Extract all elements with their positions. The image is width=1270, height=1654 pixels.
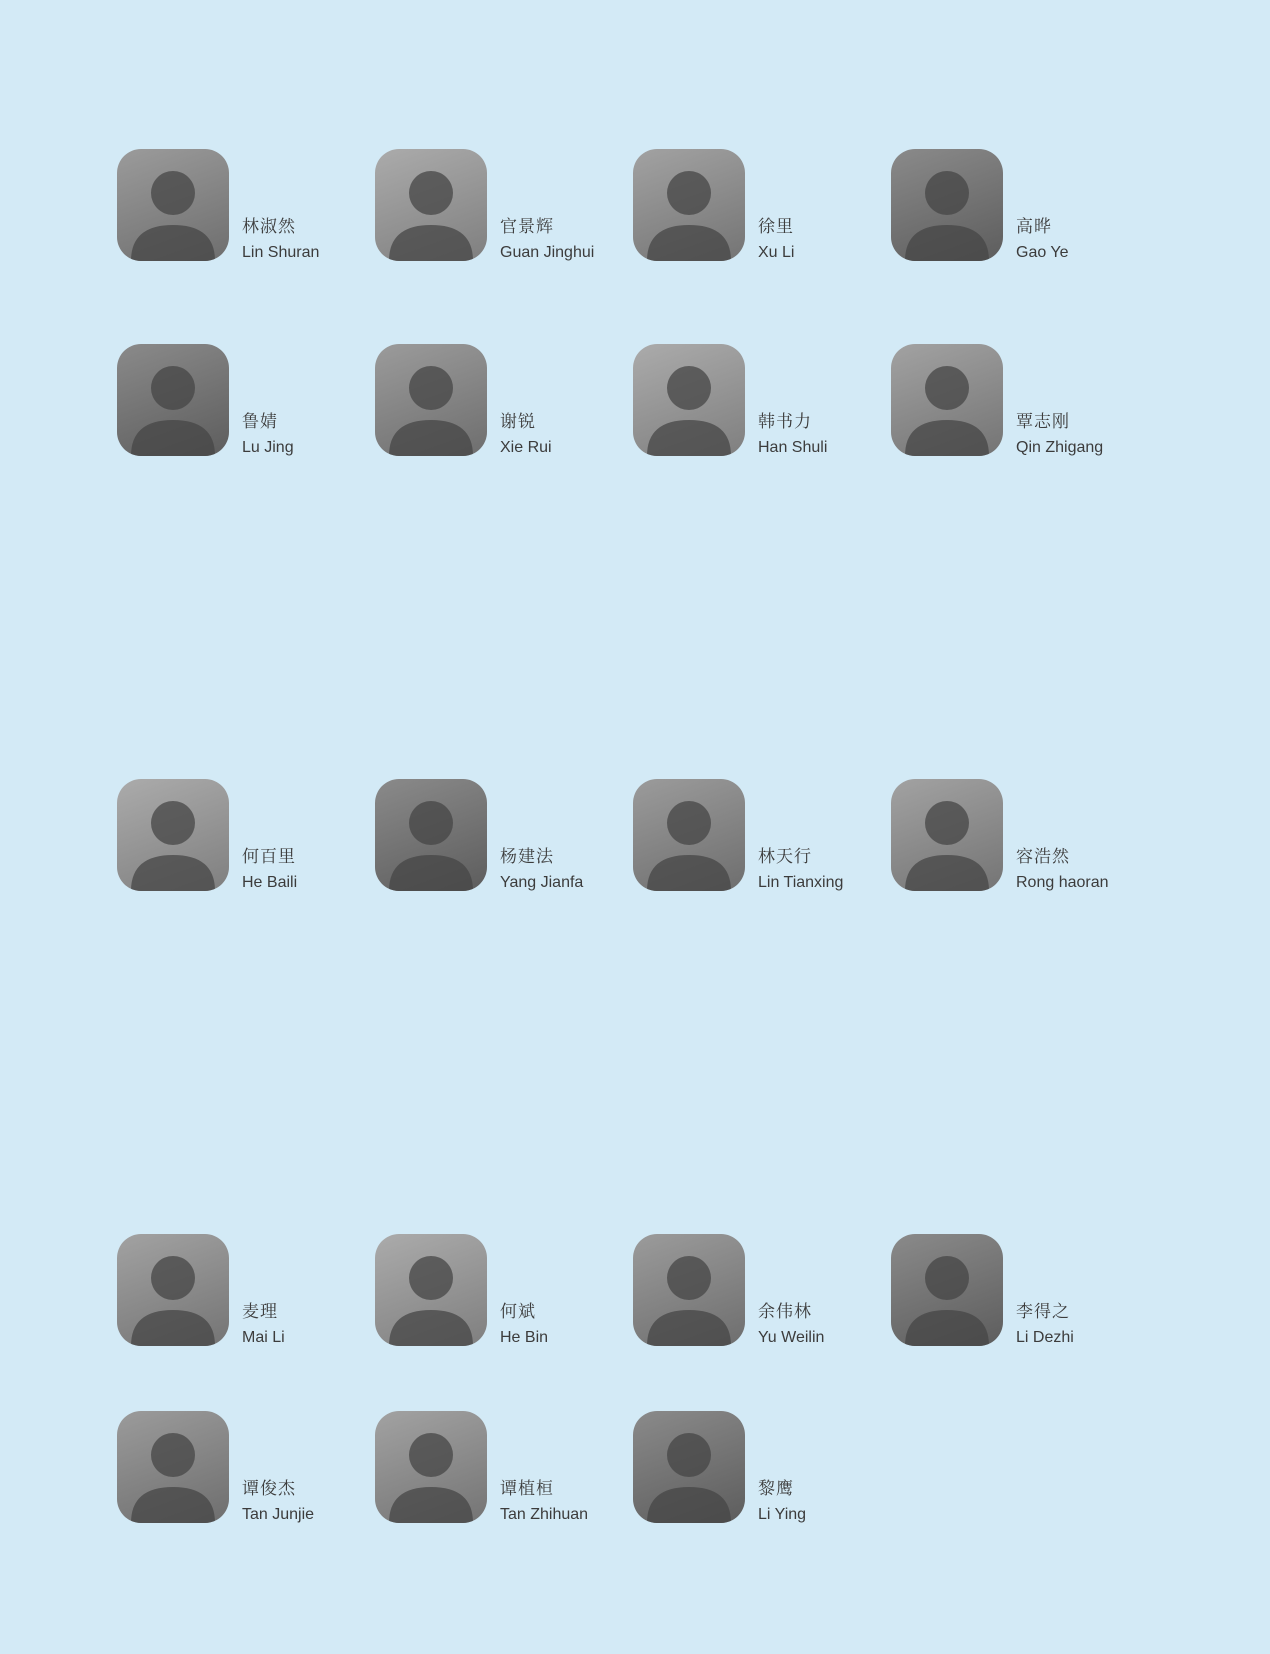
person-name-chinese: 谢锐 [500,412,536,431]
portrait-photo [633,1411,745,1523]
person-name-chinese: 李得之 [1016,1302,1070,1321]
portrait-photo [375,344,487,456]
person-card [375,779,633,891]
person-labels [242,844,297,896]
person-card [633,149,891,261]
person-name-english: Guan Jinghui [500,244,595,261]
portrait-photo [891,779,1003,891]
portrait-photo [375,149,487,261]
person-labels [500,844,583,896]
person-name-english: He Baili [242,874,298,891]
person-card [375,344,633,456]
person-name-chinese: 麦理 [242,1302,278,1321]
portrait-photo [633,344,745,456]
person-silhouette-icon [375,344,487,456]
person-labels [500,1476,588,1528]
person-name-chinese: 谭植桓 [500,1479,554,1498]
person-name-chinese: 容浩然 [1016,847,1070,866]
person-name-chinese: 覃志刚 [1016,412,1070,431]
person-labels [500,1299,548,1351]
portrait-photo [891,1234,1003,1346]
person-silhouette-icon [891,344,1003,456]
person-labels [500,214,594,266]
person-card [891,779,1149,891]
person-name-english: Tan Zhihuan [500,1506,589,1523]
person-silhouette-icon [117,779,229,891]
person-labels [758,844,843,896]
person-silhouette-icon [891,779,1003,891]
person-card [375,1234,633,1346]
person-labels [1016,844,1109,896]
person-card [375,1411,633,1523]
member-row [117,344,1149,456]
portrait-photo [117,149,229,261]
person-name-english: Xu Li [758,244,795,261]
person-name-english: Gao Ye [1016,244,1069,261]
person-labels [1016,1299,1074,1351]
person-card [891,1234,1149,1346]
person-labels [242,1476,314,1528]
person-labels [758,409,827,461]
person-name-chinese: 高晔 [1016,217,1052,236]
person-labels [242,214,319,266]
person-name-english: Rong haoran [1016,874,1109,891]
person-silhouette-icon [117,1411,229,1523]
person-name-english: Li Dezhi [1016,1329,1074,1346]
person-name-english: Li Ying [758,1506,807,1523]
portrait-photo [117,1411,229,1523]
person-name-chinese: 黎鹰 [758,1479,794,1498]
member-row [117,149,1149,261]
person-card [375,149,633,261]
person-name-chinese: 余伟林 [758,1302,812,1321]
person-labels [758,1476,806,1528]
person-labels [242,1299,285,1351]
person-labels [1016,214,1069,266]
person-name-english: Yang Jianfa [500,874,584,891]
person-name-chinese: 何百里 [242,847,296,866]
person-card [117,149,375,261]
person-name-english: Xie Rui [500,439,552,456]
member-row [117,1234,1149,1346]
member-row [117,779,1149,891]
portrait-photo [891,149,1003,261]
person-silhouette-icon [633,1234,745,1346]
person-card [633,1411,891,1523]
portrait-photo [117,779,229,891]
person-name-english: Qin Zhigang [1016,439,1104,456]
portrait-photo [375,1234,487,1346]
person-silhouette-icon [117,1234,229,1346]
person-name-chinese: 林淑然 [242,217,296,236]
person-name-english: Yu Weilin [758,1329,825,1346]
person-silhouette-icon [375,1411,487,1523]
person-silhouette-icon [375,1234,487,1346]
person-name-english: Lin Shuran [242,244,320,261]
person-name-english: Lu Jing [242,439,294,456]
person-name-chinese: 官景辉 [500,217,554,236]
person-card [633,344,891,456]
person-card [117,1411,375,1523]
person-card [117,779,375,891]
person-silhouette-icon [633,779,745,891]
person-name-chinese: 林天行 [758,847,812,866]
portrait-photo [117,344,229,456]
person-silhouette-icon [891,1234,1003,1346]
person-name-chinese: 谭俊杰 [242,1479,296,1498]
person-name-chinese: 徐里 [758,217,794,236]
person-name-english: Tan Junjie [242,1506,315,1523]
person-name-english: Mai Li [242,1329,285,1346]
person-silhouette-icon [117,344,229,456]
person-name-english: Han Shuli [758,439,828,456]
person-card [891,149,1149,261]
person-labels [758,214,794,266]
portrait-photo [375,779,487,891]
portrait-photo [891,344,1003,456]
member-row [117,1411,1149,1523]
portrait-photo [375,1411,487,1523]
person-card [633,1234,891,1346]
person-name-english: He Bin [500,1329,549,1346]
person-silhouette-icon [375,149,487,261]
person-name-chinese: 鲁婧 [242,412,278,431]
person-name-chinese: 韩书力 [758,412,812,431]
portrait-photo [633,1234,745,1346]
portrait-photo [633,149,745,261]
person-silhouette-icon [633,1411,745,1523]
person-name-chinese: 杨建法 [500,847,554,866]
person-silhouette-icon [633,149,745,261]
portrait-photo [633,779,745,891]
person-silhouette-icon [891,149,1003,261]
person-labels [758,1299,824,1351]
person-labels [500,409,552,461]
person-card [633,779,891,891]
person-card [891,344,1149,456]
person-silhouette-icon [633,344,745,456]
person-card [117,1234,375,1346]
portrait-photo [117,1234,229,1346]
person-card [117,344,375,456]
person-silhouette-icon [117,149,229,261]
person-labels [242,409,294,461]
person-name-english: Lin Tianxing [758,874,844,891]
person-labels [1016,409,1103,461]
person-silhouette-icon [375,779,487,891]
person-name-chinese: 何斌 [500,1302,536,1321]
